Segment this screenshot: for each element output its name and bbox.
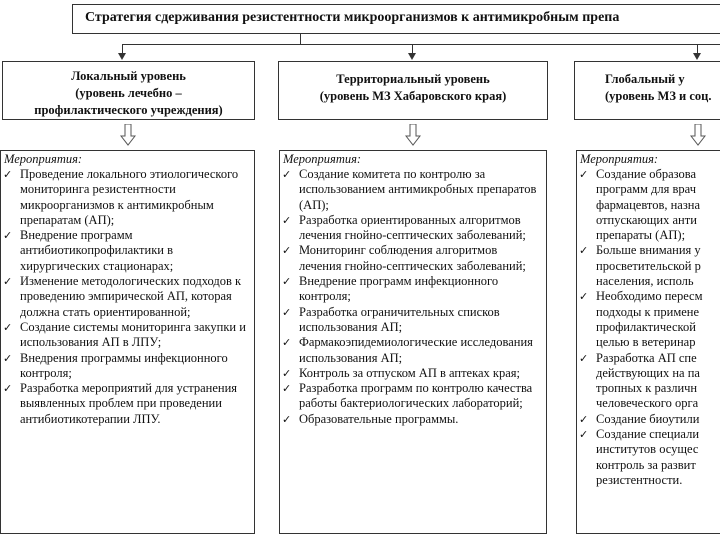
- level-global-line1: Глобальный у: [605, 72, 685, 86]
- checkmark-icon: ✓: [579, 290, 589, 304]
- checkmark-icon: ✓: [3, 382, 13, 396]
- measures-label-territorial: Мероприятия:: [283, 152, 362, 166]
- hollow-arrow-col1-icon: [120, 124, 136, 146]
- measures-box-global: [576, 150, 720, 534]
- list-item: ✓ Разработка ограничительных списков использования АП;: [282, 304, 500, 334]
- measures-list-global: [577, 167, 720, 488]
- list-item: ✓ Создание системы мониторинга закупки и использования АП в ЛПУ;: [3, 319, 246, 350]
- connector-title-stem: [300, 34, 301, 44]
- level-territorial-line1: Территориальный уровень: [336, 72, 490, 86]
- title-box: [72, 4, 720, 34]
- level-local-line2: (уровень лечебно –: [75, 86, 182, 100]
- list-item: ✓ Фармакоэпидемиологические исследования использования АП;: [282, 335, 533, 365]
- checkmark-icon: ✓: [282, 382, 292, 396]
- measures-label-global: Мероприятия:: [580, 152, 659, 166]
- connector-horizontal: [122, 44, 720, 45]
- level-box-global: [574, 61, 720, 120]
- list-item: ✓ Необходимо пересм подходы к примене профилактической целью в ветеринар: [579, 289, 703, 350]
- list-item: ✓ Создание специали институтов осущес контроль за развит резистентности.: [579, 427, 700, 487]
- level-territorial-line2: (уровень МЗ Хабаровского края): [319, 89, 507, 103]
- checkmark-icon: ✓: [3, 168, 13, 181]
- checkmark-icon: ✓: [579, 351, 589, 365]
- list-item: ✓ Образовательные программы.: [282, 411, 459, 426]
- measures-box-territorial: [279, 150, 547, 534]
- measures-list-territorial: [280, 167, 546, 427]
- list-item: ✓ Создание комитета по контролю за использованием антимикробных препаратов (АП);: [282, 167, 537, 212]
- level-box-territorial: [278, 61, 548, 120]
- list-item: ✓ Мониторинг соблюдения алгоритмов лечения гнойно-септических заболеваний;: [282, 243, 526, 273]
- checkmark-icon: ✓: [282, 305, 292, 319]
- measures-box-local: [0, 150, 255, 534]
- list-item: ✓ Внедрение программ антибиотикопрофилактики в хирургических стационарах;: [3, 228, 174, 273]
- level-local-line1: Локальный уровень: [71, 69, 186, 83]
- level-global-line2: (уровень МЗ и соц.: [605, 89, 712, 103]
- checkmark-icon: ✓: [579, 168, 589, 181]
- list-item: ✓ Разработка ориентированных алгоритмов лечения гнойно-септических заболеваний;: [282, 212, 526, 243]
- list-item: ✓ Разработка АП спе действующих на па тропных к различн человеческого орга: [579, 350, 700, 411]
- checkmark-icon: ✓: [282, 213, 292, 227]
- checkmark-icon: ✓: [282, 168, 292, 181]
- checkmark-icon: ✓: [3, 275, 13, 289]
- list-item: ✓ Больше внимания у просветительской р населения, исполь: [579, 243, 701, 289]
- list-item: ✓ Внедрения программы инфекционного контроля;: [3, 350, 228, 380]
- hollow-arrow-col2-icon: [405, 124, 421, 146]
- arrowhead-col2: [408, 53, 416, 60]
- checkmark-icon: ✓: [282, 244, 292, 258]
- checkmark-icon: ✓: [579, 428, 589, 442]
- level-local-line3: профилактического учреждения): [34, 103, 223, 117]
- measures-list-local: [1, 167, 254, 427]
- list-item: ✓ Внедрение программ инфекционного контроля;: [282, 274, 499, 304]
- checkmark-icon: ✓: [3, 229, 13, 243]
- checkmark-icon: ✓: [282, 366, 292, 380]
- checkmark-icon: ✓: [282, 336, 292, 350]
- checkmark-icon: ✓: [579, 412, 589, 426]
- arrowhead-col1: [118, 53, 126, 60]
- list-item: ✓ Создание образова программ для врач фармацевтов, назна отпускающих анти препараты (АП);: [579, 167, 701, 243]
- checkmark-icon: ✓: [282, 275, 292, 289]
- checkmark-icon: ✓: [3, 351, 13, 365]
- list-item: ✓ Разработка мероприятий для устранения выявленных проблем при проведении антибиотикотерапии ЛПУ.: [3, 381, 238, 426]
- list-item: ✓ Изменение методологических подходов к проведению эмпирической АП, которая должна стать ориентированной;: [3, 274, 242, 319]
- measures-label-local: Мероприятия:: [4, 152, 83, 166]
- list-item: ✓ Разработка программ по контролю качества работы бактериологических лабораторий;: [282, 381, 533, 411]
- diagram-title: Стратегия сдерживания резистентности микроорганизмов к антимикробным препа: [85, 10, 620, 25]
- hollow-arrow-col3-icon: [690, 124, 706, 146]
- arrowhead-col3: [693, 53, 701, 60]
- checkmark-icon: ✓: [579, 244, 589, 258]
- level-box-local: [2, 61, 255, 120]
- checkmark-icon: ✓: [282, 412, 292, 426]
- list-item: ✓ Контроль за отпуском АП в аптеках края;: [282, 365, 520, 380]
- checkmark-icon: ✓: [3, 320, 13, 334]
- list-item: ✓ Проведение локального этиологического мониторинга резистентности микроорганизмов к антимикробным препаратам (АП);: [3, 167, 239, 227]
- list-item: ✓ Создание биоутили: [579, 411, 700, 426]
